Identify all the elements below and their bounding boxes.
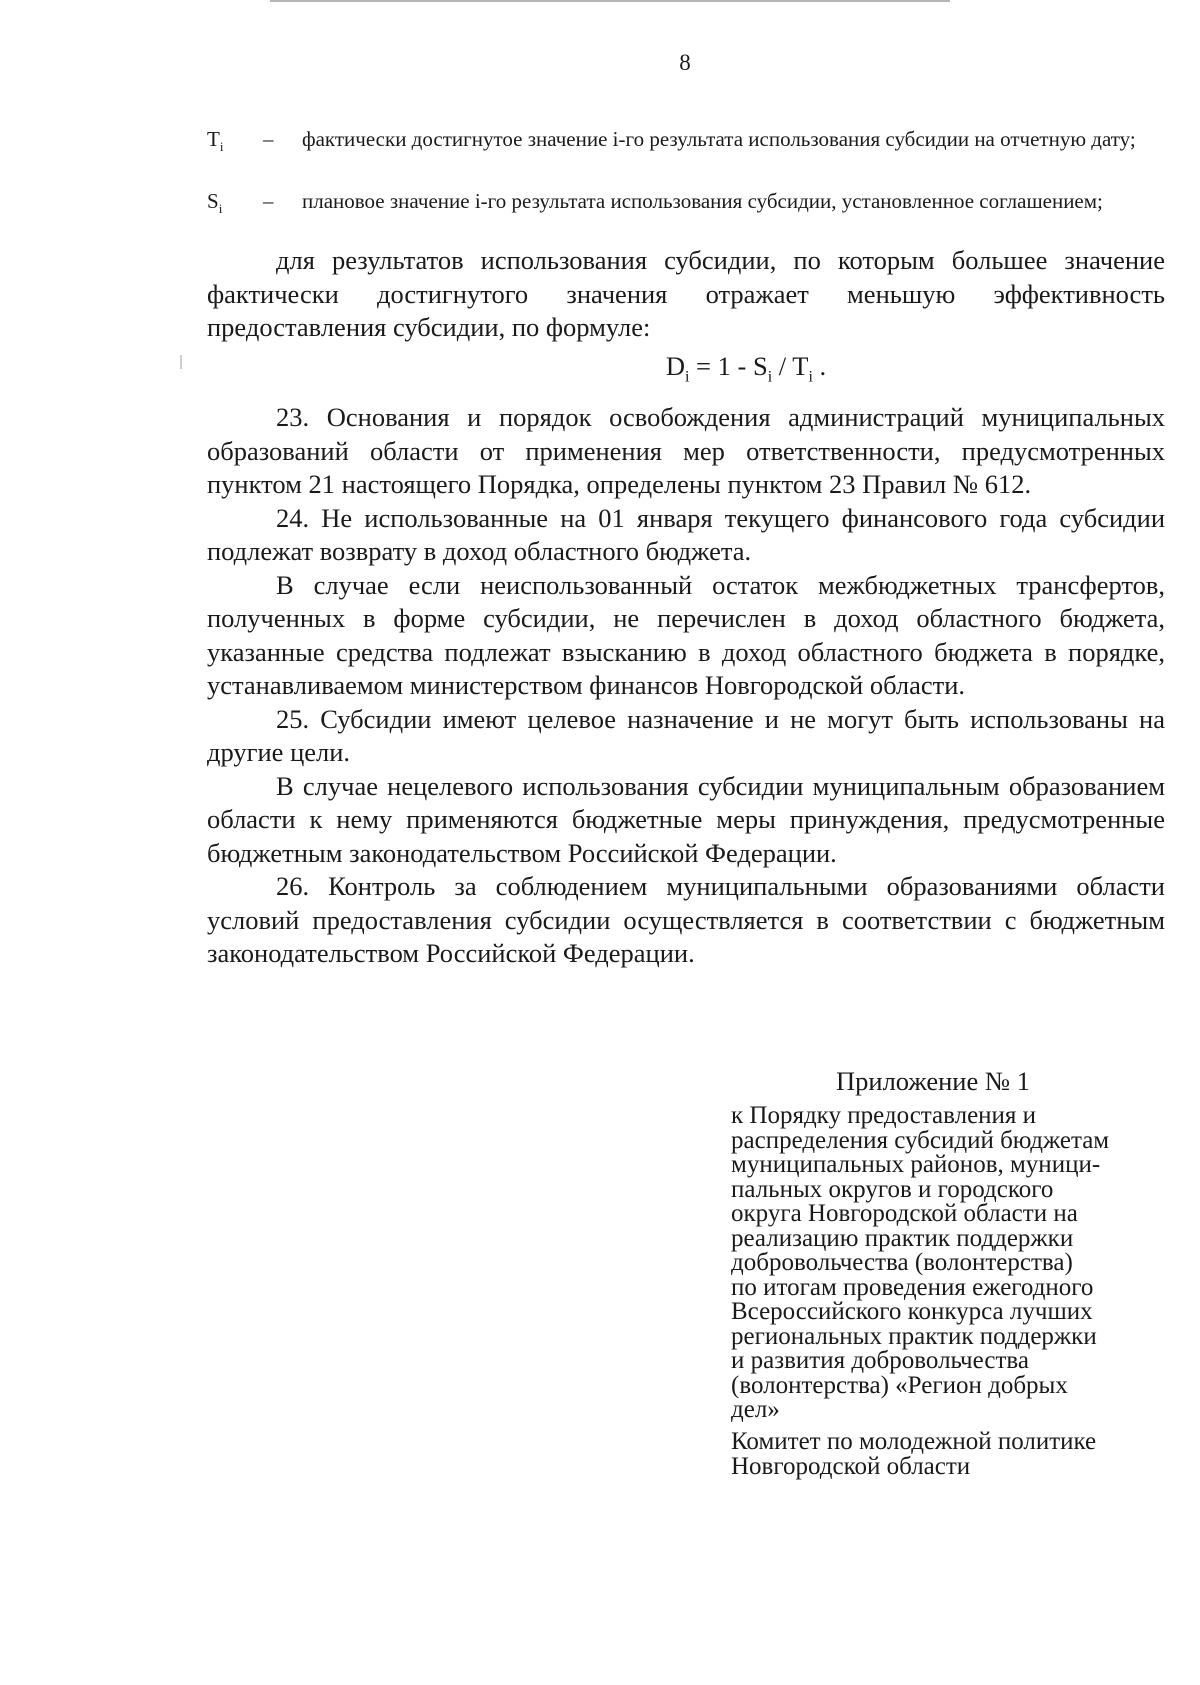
document-body [207,244,1165,971]
appendix-line: Всероссийского конкурса лучших [731,1298,1093,1325]
symbol-si: $S_i$ [207,189,223,217]
symbol-ti: $T_i$ [207,127,224,155]
definition-text: плановое значение i-го результата использования субсидии, установленное соглашением; [302,189,1103,213]
paragraph-24-cont: В случае если неиспользованный остаток межбюджетных трансфертов, полученных в форме субсидии, не перечислен в доход областного бюджета, указанные средства подлежат взысканию в доход областного бюджета в порядке, устанавливаемом министерством финансов Новгородской области. [207,569,1165,701]
paragraph-24: 24. Не использованные на 01 января текущего финансового года субсидии подлежат возврату в доход областного бюджета. [207,502,1165,567]
appendix-line: округа Новгородской области на [731,1200,1078,1227]
appendix-line: распределения субсидий бюджетам [731,1126,1110,1154]
scan-mark [180,355,182,369]
paragraph-25-cont: В случае нецелевого использования субсидии муниципальным образованием области к нему применяются бюджетные меры принуждения, предусмотренные бюджетным законодательством Российской Федерации. [207,770,1165,868]
appendix-line: реализацию практик поддержки [731,1224,1074,1252]
appendix-line: (волонтерства) «Регион добрых [731,1371,1068,1399]
org-line: Комитет по молодежной политике [731,1428,1097,1455]
page-number: 8 [679,50,691,75]
appendix-line: пальных округов и городского [731,1175,1054,1203]
formula: $D_i = 1 - S_i / T_i$ . [665,350,827,385]
org-line: Новгородской области [731,1453,971,1480]
appendix-line: и развития добровольчества [731,1347,1029,1374]
appendix-line: по итогам проведения ежегодного [731,1273,1094,1301]
paragraph-25: 25. Субсидии имеют целевое назначение и не могут быть использованы на другие цели. [207,703,1165,768]
appendix-line: региональных практик поддержки [731,1322,1097,1350]
appendix-line: муниципальных районов, муници- [731,1151,1101,1178]
definition-si [207,189,1167,217]
definition-text: фактически достигнутое значение i-го результата использования субсидии на отчетную дату; [302,127,1136,151]
paragraph-26: 26. Контроль за соблюдением муниципальными образованиями области условий предоставления субсидии осуществляется в соответствии с бюджетным законодательством Российской Федерации. [207,871,1165,969]
appendix-organization [731,1429,1171,1479]
appendix-title: Приложение № 1 [836,1066,1031,1096]
definition-dash: – [263,127,274,151]
scan-edge-line [270,0,950,2]
appendix-line: к Порядку предоставления и [731,1102,1037,1129]
definition-dash: – [263,189,274,213]
paragraph-23: 23. Основания и порядок освобождения администраций муниципальных образований области от применения мер ответственности, предусмотренных пунктом 21 настоящего Порядка, определены пунктом 23 Правил № 612. [207,402,1165,500]
appendix-line: дел» [731,1396,780,1423]
appendix-caption [731,1104,1171,1423]
appendix-line: добровольчества (волонтерства) [731,1249,1073,1276]
intro-paragraph: для результатов использования субсидии, по которым большее значение фактически достигнутого значения отражает меньшую эффективность предоставления субсидии, по формуле: [207,245,1165,342]
definition-ti [207,127,1167,155]
